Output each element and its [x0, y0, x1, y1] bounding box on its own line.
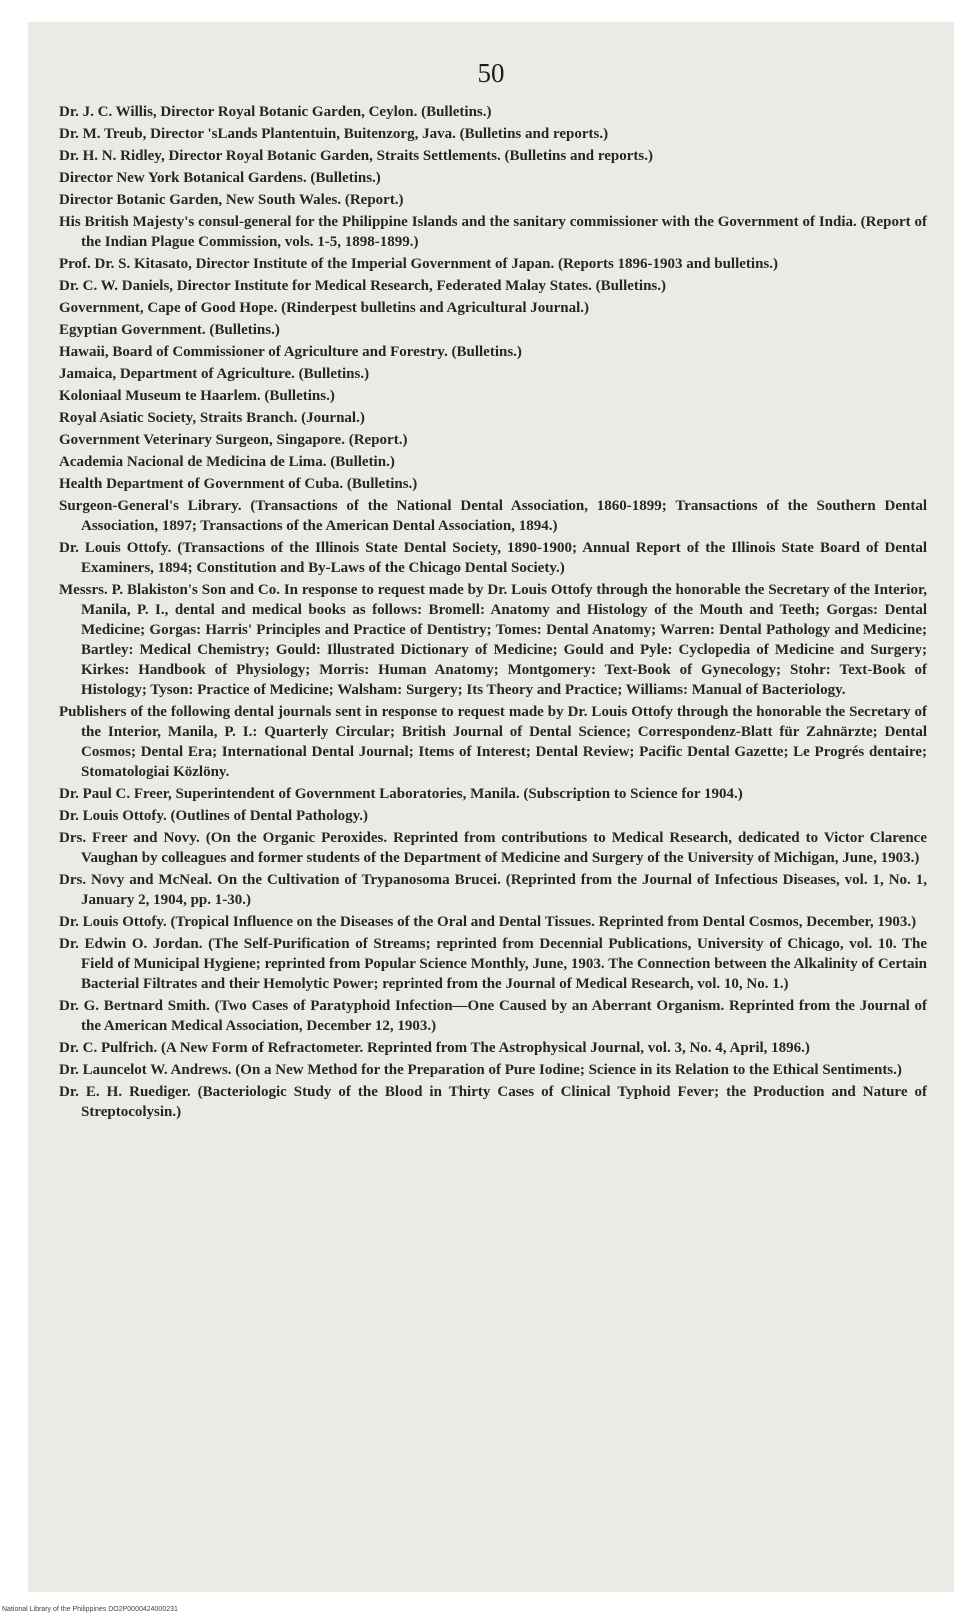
- list-item: Royal Asiatic Society, Straits Branch. (Journal.): [59, 410, 365, 426]
- list-item: Dr. M. Treub, Director 'sLands Plantentuin, Buitenzorg, Java. (Bulletins and reports.): [59, 126, 609, 142]
- list-item: Dr. J. C. Willis, Director Royal Botanic Garden, Ceylon. (Bulletins.): [59, 104, 492, 120]
- list-item: Government Veterinary Surgeon, Singapore. (Report.): [59, 432, 408, 448]
- list-item: Health Department of Government of Cuba. (Bulletins.): [59, 476, 418, 492]
- list-item: Dr. Launcelot W. Andrews. (On a New Method for the Preparation of Pure Iodine; Science in its Relation to the Ethical Sentiments.): [59, 1062, 902, 1078]
- document-page: [28, 22, 954, 1592]
- list-item: Drs. Novy and McNeal. On the Cultivation of Trypanosoma Brucei. (Reprinted from the Journal of Infectious Diseases, vol. 1, No. 1, January 2, 1904, pp. 1-30.): [59, 872, 927, 908]
- list-item: Dr. E. H. Ruediger. (Bacteriologic Study of the Blood in Thirty Cases of Clinical Typhoid Fever; the Production and Nature of Streptocolysin.): [59, 1084, 927, 1120]
- list-item: Dr. H. N. Ridley, Director Royal Botanic Garden, Straits Settlements. (Bulletins and reports.): [59, 148, 653, 164]
- list-item: Dr. Edwin O. Jordan. (The Self-Purification of Streams; reprinted from Decennial Publications, University of Chicago, vol. 10. The Field of Municipal Hygiene; reprinted from Popular Science Monthly, June, 1903. The Connection between the Alkalinity of Certain Bacterial Filtrates and their Hemolytic Power; reprinted from the Journal of Medical Research, vol. 10, No. 1.): [59, 936, 927, 992]
- list-item: Egyptian Government. (Bulletins.): [59, 322, 280, 338]
- scan-footer: National Library of the Philippines DO2P0000424000231: [2, 1606, 178, 1613]
- page-number: 50: [477, 58, 505, 88]
- list-item: Publishers of the following dental journals sent in response to request made by Dr. Louis Ottofy through the honorable the Secretary of the Interior, Manila, P. I.: Quarterly Circular; British Journal of Dental Science; Correspondenz-Blatt für Zahnärzte; Dental Cosmos; Dental Era; International Dental Journal; Items of Interest; Dental Review; Pacific Dental Gazette; Le Progrés dentaire; Stomatologiai Közlöny.: [59, 704, 927, 780]
- list-item: Dr. C. W. Daniels, Director Institute for Medical Research, Federated Malay States. (Bulletins.): [59, 278, 667, 294]
- list-item: His British Majesty's consul-general for the Philippine Islands and the sanitary commissioner with the Government of India. (Report of the Indian Plague Commission, vols. 1-5, 1898-1899.): [59, 214, 927, 250]
- list-item: Director Botanic Garden, New South Wales. (Report.): [59, 192, 404, 208]
- list-item: Prof. Dr. S. Kitasato, Director Institute of the Imperial Government of Japan. (Reports 1896-1903 and bulletins.): [59, 256, 778, 272]
- acknowledgement-list: [59, 102, 927, 1124]
- list-item: Hawaii, Board of Commissioner of Agriculture and Forestry. (Bulletins.): [59, 344, 522, 360]
- list-item: Dr. Paul C. Freer, Superintendent of Government Laboratories, Manila. (Subscription to Science for 1904.): [59, 786, 743, 802]
- list-item: Dr. C. Pulfrich. (A New Form of Refractometer. Reprinted from The Astrophysical Journal, vol. 3, No. 4, April, 1896.): [59, 1040, 810, 1056]
- list-item: Dr. Louis Ottofy. (Tropical Influence on the Diseases of the Oral and Dental Tissues. Reprinted from Dental Cosmos, December, 1903.): [59, 914, 917, 930]
- list-item: Academia Nacional de Medicina de Lima. (Bulletin.): [59, 454, 395, 470]
- list-item: Surgeon-General's Library. (Transactions of the National Dental Association, 1860-1899; Transactions of the Southern Dental Association, 1897; Transactions of the American Dental Association, 1894.): [59, 498, 927, 534]
- list-item: Koloniaal Museum te Haarlem. (Bulletins.): [59, 388, 335, 404]
- list-item: Government, Cape of Good Hope. (Rinderpest bulletins and Agricultural Journal.): [59, 300, 590, 316]
- list-item: Jamaica, Department of Agriculture. (Bulletins.): [59, 366, 370, 382]
- list-item: Dr. Louis Ottofy. (Outlines of Dental Pathology.): [59, 808, 369, 824]
- list-item: Dr. Louis Ottofy. (Transactions of the Illinois State Dental Society, 1890-1900; Annual Report of the Illinois State Board of Dental Examiners, 1894; Constitution and By-Laws of the Chicago Dental Society.): [59, 540, 927, 576]
- list-item: Messrs. P. Blakiston's Son and Co. In response to request made by Dr. Louis Ottofy through the honorable the Secretary of the Interior, Manila, P. I., dental and medical books as follows: Bromell: Anatomy and Histology of the Mouth and Teeth; Gorgas: Dental Medicine; Gorgas: Harris' Principles and Practice of Dentistry; Tomes: Dental Anatomy; Warren: Dental Pathology and Medicine; Bartley: Medical Chemistry; Gould: Illustrated Dictionary of Medicine; Gould and Pyle: Cyclopedia of Medicine and Surgery; Kirkes: Handbook of Physiology; Morris: Human Anatomy; Montgomery: Text-Book of Gynecology; Stohr: Text-Book of Histology; Tyson: Practice of Medicine; Walsham: Surgery; Its Theory and Practice; Williams: Manual of Bacteriology.: [59, 582, 927, 698]
- list-item: Drs. Freer and Novy. (On the Organic Peroxides. Reprinted from contributions to Medical Research, dedicated to Victor Clarence Vaughan by colleagues and former students of the Department of Medicine and Surgery of the University of Michigan, June, 1903.): [59, 830, 927, 866]
- list-item: Dr. G. Bertnard Smith. (Two Cases of Paratyphoid Infection—One Caused by an Aberrant Organism. Reprinted from the Journal of the American Medical Association, December 12, 1903.): [59, 998, 927, 1034]
- list-item: Director New York Botanical Gardens. (Bulletins.): [59, 170, 381, 186]
